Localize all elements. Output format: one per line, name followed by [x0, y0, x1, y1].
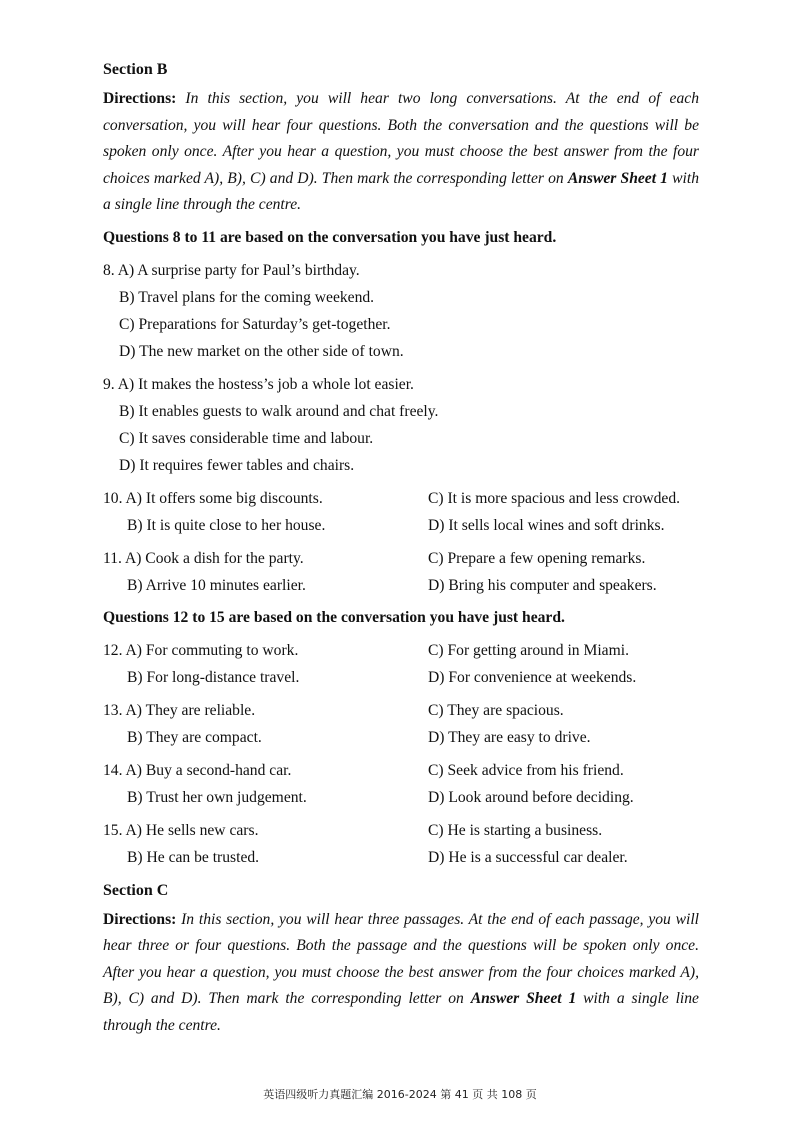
option-c: C) It is more spacious and less crowded. — [428, 489, 681, 507]
option-d: D) It sells local wines and soft drinks. — [428, 516, 665, 534]
option-b: B) For long-distance travel. — [127, 668, 300, 686]
option-b: B) It is quite close to her house. — [127, 516, 326, 534]
option-b: B) They are compact. — [127, 728, 262, 746]
directions-lead: Directions: — [103, 910, 177, 928]
section-c-title: Section C — [103, 881, 169, 899]
question-group-heading-1: Questions 8 to 11 are based on the conversation you have just heard. — [103, 228, 557, 246]
question-11 — [103, 545, 699, 599]
option-c: C) They are spacious. — [428, 701, 564, 719]
question-12 — [103, 637, 699, 691]
question-15 — [103, 817, 699, 871]
option-b: B) It enables guests to walk around and chat freely. — [119, 402, 439, 420]
option-a: 13. A) They are reliable. — [103, 701, 256, 719]
option-c: C) Prepare a few opening remarks. — [428, 549, 646, 567]
directions-end: with a single line through the centre. — [103, 990, 699, 1034]
option-a: 8. A) A surprise party for Paul’s birthday. — [103, 261, 360, 279]
answer-sheet-ref: Answer Sheet 1 — [567, 169, 668, 187]
option-a: 9. A) It makes the hostess’s job a whole lot easier. — [103, 375, 414, 393]
directions-text: In this section, you will hear three passages. At the end of each passage, you will hear three or four questions. Both the passage and the questions will be spoken only once. After you hear a question, you must choose the best answer from the four choices marked A), B), C) and D). Then mark the corresponding letter on — [103, 910, 699, 1007]
option-b: B) He can be trusted. — [127, 848, 260, 866]
directions-lead: Directions: — [103, 90, 177, 107]
option-c: C) Preparations for Saturday’s get-together. — [119, 315, 391, 333]
option-b: B) Trust her own judgement. — [127, 788, 307, 806]
option-d: D) Bring his computer and speakers. — [428, 576, 657, 594]
option-a: 10. A) It offers some big discounts. — [103, 489, 323, 507]
option-d: D) For convenience at weekends. — [428, 668, 637, 686]
question-14 — [103, 757, 699, 811]
option-c: C) For getting around in Miami. — [428, 641, 629, 659]
option-c: C) He is starting a business. — [428, 821, 603, 839]
option-c: C) It saves considerable time and labour. — [119, 429, 374, 447]
option-d: D) They are easy to drive. — [428, 728, 591, 746]
option-c: C) Seek advice from his friend. — [428, 761, 624, 779]
option-b: B) Travel plans for the coming weekend. — [119, 288, 375, 306]
option-b: B) Arrive 10 minutes earlier. — [127, 576, 306, 594]
option-d: D) Look around before deciding. — [428, 788, 634, 806]
option-a: 12. A) For commuting to work. — [103, 641, 299, 659]
option-d: D) He is a successful car dealer. — [428, 848, 628, 866]
option-d: D) It requires fewer tables and chairs. — [119, 456, 355, 474]
question-13 — [103, 697, 699, 751]
option-a: 15. A) He sells new cars. — [103, 821, 259, 839]
directions-text: In this section, you will hear two long conversations. At the end of each conversation, you will hear four questions. Both the conversation and the questions will be spoken only once. After you hear a question, you must choose the best answer from the four choices marked A), B), C) and D). Then mark the corresponding letter on — [103, 90, 699, 187]
question-group-heading-2: Questions 12 to 15 are based on the conversation you have just heard. — [103, 608, 565, 626]
option-d: D) The new market on the other side of town. — [119, 342, 404, 360]
question-10 — [103, 485, 699, 539]
section-b-directions — [103, 86, 699, 219]
section-c-directions — [103, 907, 699, 1040]
answer-sheet-ref: Answer Sheet 1 — [470, 990, 577, 1007]
exam-page — [103, 52, 699, 1039]
question-9 — [103, 371, 699, 479]
section-b-title: Section B — [103, 61, 168, 78]
question-8 — [103, 257, 699, 365]
page-footer: 英语四级听力真题汇编 2016-2024 第 41 页 共 108 页 — [263, 1088, 537, 1101]
option-a: 14. A) Buy a second-hand car. — [103, 761, 292, 779]
option-a: 11. A) Cook a dish for the party. — [103, 549, 304, 567]
directions-end: with a single line through the centre. — [103, 169, 700, 213]
